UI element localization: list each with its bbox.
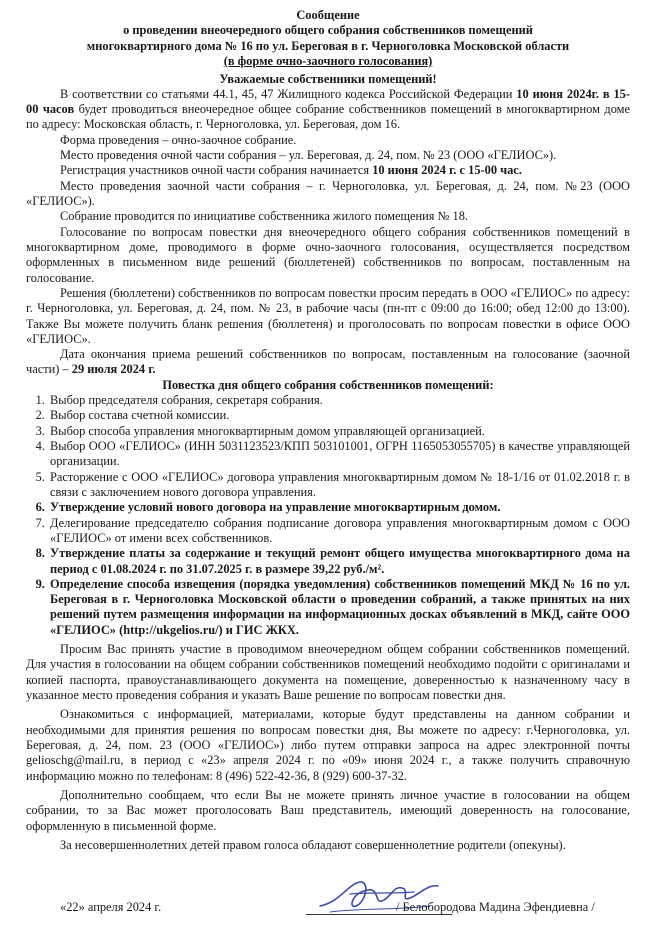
initiative-paragraph: Собрание проводится по инициативе собственника жилого помещения № 18. [60,209,469,224]
registration-paragraph [26,163,630,178]
title-line-3: многоквартирного дома № 16 по ул. Береговая в г. Черноголовка Московской области [86,38,570,53]
proxy-paragraph: Дополнительно сообщаем, что если Вы не можете принять личное участие в голосовании на общем собрании, то за Вас может проголосовать Ваш представитель, имеющий доверенность на голосование, оформленную в письменной форме. [26,787,630,833]
ballots-paragraph: Решения (бюллетени) собственников по вопросам повестки просим передать в ООО «ГЕЛИОС» по адресу: г. Черноголовка, ул. Береговая, д. 24, пом. № 23, в рабочие часы (пн-пт с 09:00 до 16:00; обед 12:00 до 13:00). Также Вы можете получить бланк решения (бюллетеня) и проголосовать по вопросам повестки в офисе ООО «ГЕЛИОС». [26,285,630,346]
title-line-4: (в форме очно-заочного голосования) [223,54,433,69]
intro-paragraph [26,87,630,133]
meeting-form: Форма проведения – очно-заочное собрание. [60,132,297,147]
meeting-datetime: 10 июня 2024г. в 15-00 часов [26,86,631,117]
registration-time: 10 июня 2024 г. с 15-00 час. [372,163,522,178]
agenda-item: 1. Выбор председателя собрания, секретаря собрания. [48,393,630,408]
agenda-item: 2. Выбор состава счетной комиссии. [48,408,630,423]
request-paragraph: Просим Вас принять участие в проводимом внеочередном общем собрании собственников помещений. Для участия в голосовании на общем собрании собственников помещений необходимо подойти с оригиналами и копией паспорта, правоустанавливающего документа на помещение, доверенностью к назначенному часу в указанное место проведения собрания и указать Ваше решение по вопросам повестки дня. [26,642,630,702]
in-person-place: Место проведения очной части собрания – ул. Береговая, д. 24, пом. № 23 (ООО «ГЕЛИОС»). [60,148,557,163]
agenda-item: 7. Делегирование председателю собрания подписание договора управления многоквартирным домом с ООО «ГЕЛИОС» от имени всех собственников. [48,516,630,547]
minors-paragraph: За несовершеннолетних детей правом голоса обладают совершеннолетние родители (опекуны). [60,837,566,852]
signatory-name: / Белобородова Мадина Эфендиевна / [396,900,595,914]
absentee-place: Место проведения заочной части собрания – г. Черноголовка, ул. Береговая, д. 24, пом. №23 (ООО «ГЕЛИОС»). [26,178,630,208]
title-line-1: Сообщение [296,8,360,22]
agenda-item: 8. Утверждение платы за содержание и текущий ремонт общего имущества многоквартирного дома на период с 01.08.2024 г. по 31.07.2025 г. в размере 39,22 руб./м². [48,546,630,577]
agenda-item: 3. Выбор способа управления многоквартирным домом управляющей организацией. [48,424,630,439]
voting-paragraph: Голосование по вопросам повестки дня внеочередного общего собрания собственников помещений в многоквартирном доме, проводимого в форме очно-заочного голосования, осуществляется посредством оформленных в письменном виде решений (бюллетеней) собственников по вопросам, поставленным на голосование. [26,224,630,285]
agenda-item: 6. Утверждение условий нового договора на управление многоквартирным домом. [48,500,630,515]
agenda-item: 9. Определение способа извещения (порядка уведомления) собственников помещений МКД № 16 по ул. Береговая в г. Черноголовка Московской области о проведении собраний, а также принятых на них решений путем размещения информации на информационных досках объявлений в МКД, сайте ООО «ГЕЛИОС» (http://ukgelios.ru/) и ГИС ЖКХ. [48,577,630,638]
signature-date: «22» апреля 2024 г. [60,900,162,914]
greeting: Уважаемые собственники помещений! [219,71,437,86]
registration-text: Регистрация участников очной части собрания начинается [60,163,373,178]
agenda-list [26,393,630,638]
deadline-date: 29 июля 2024 г. [71,362,156,377]
agenda-item: 5. Расторжение с ООО «ГЕЛИОС» договора управления многоквартирным домом № 18-1/16 от 01.02.2018 г. в связи с заключением нового договора управления. [48,470,630,501]
agenda-item: 4. Выбор ООО «ГЕЛИОС» (ИНН 5031123523/КПП 503101001, ОГРН 1165053055705) в качестве управляющей организации. [48,439,630,470]
intro-text-a: В соответствии со статьями 44.1, 45, 47 Жилищного кодекса Российской Федерации [60,86,517,101]
deadline-text: Дата окончания приема решений собственников по вопросам, поставленным на голосование (заочной части) – [26,347,630,377]
title-line-2: о проведении внеочередного общего собрания собственников помещений [123,23,533,38]
materials-paragraph: Ознакомиться с информацией, материалами, которые будут представлены на данном собрании и необходимыми для принятия решения по вопросам повестки дня, Вы можете по адресу: г.Черноголовка, ул. Береговая, д. 24, пом. 23 (ООО «ГЕЛИОС») либо путем отправки запроса на адрес электронной почты gelioschg@mail.ru, в период с «23» апреля 2024 г. по «09» июня 2024 г., а также получить справочную информацию можно по телефонам: 8 (496) 522-42-36, 8 (929) 600-37-32. [26,707,630,783]
agenda-title: Повестка дня общего собрания собственников помещений: [162,377,494,392]
document-title [26,8,630,70]
signature-block [60,880,630,920]
intro-text-c: будет проводиться внеочередное общее собрание собственников помещений в многоквартирном доме по адресу: Московская область, г. Черноголовка, ул. Береговая, дом 16. [26,102,631,132]
deadline-paragraph [26,347,630,378]
